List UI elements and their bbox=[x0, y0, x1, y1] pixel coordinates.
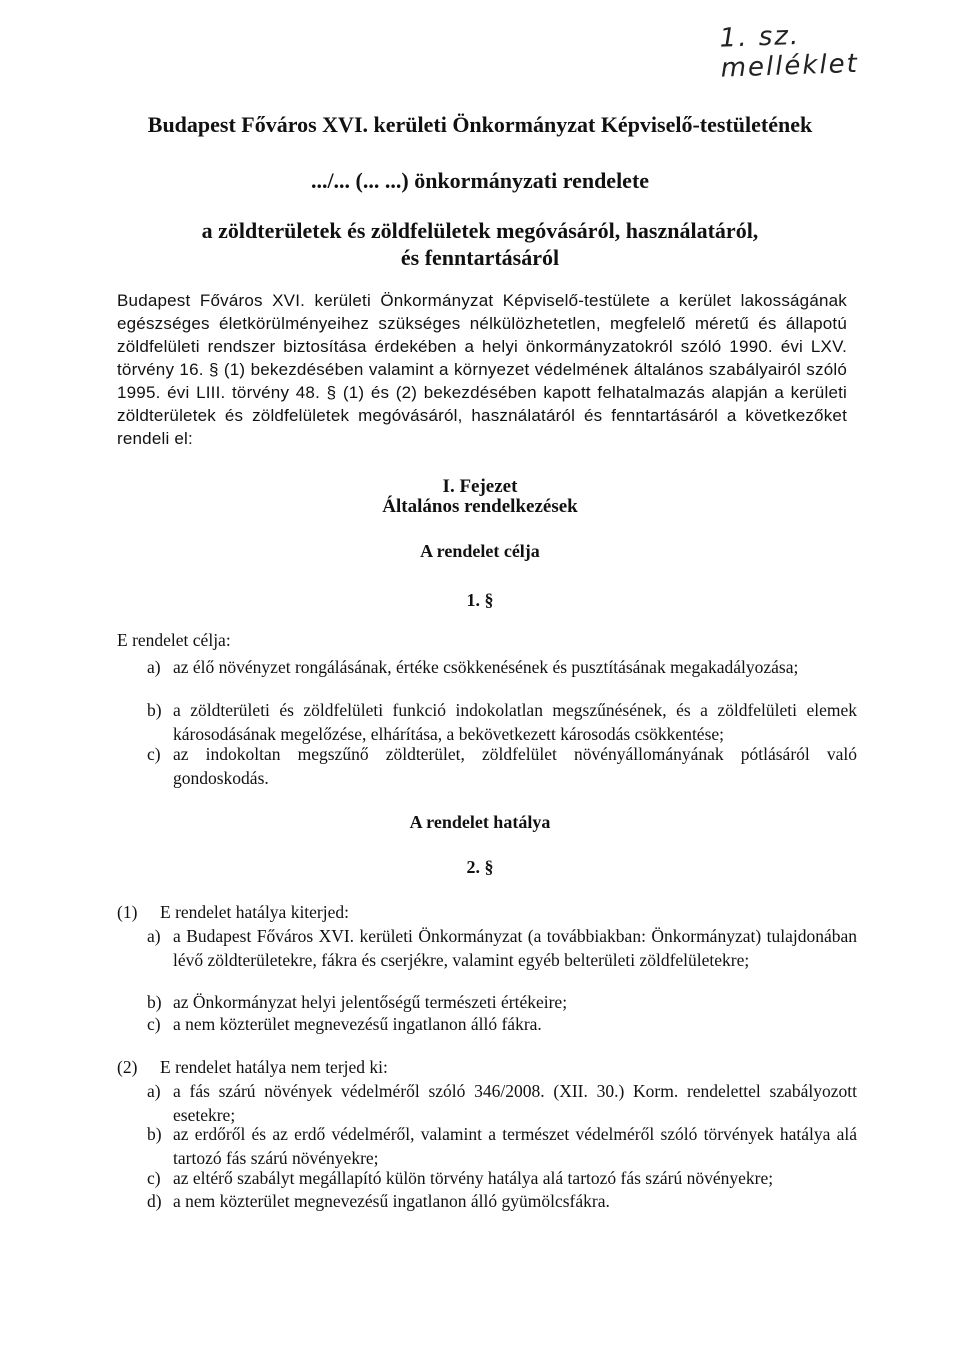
list-item: c) az indokoltan megszűnő zöldterület, zöldfelület növényállományának pótlásáról való gondoskodás. bbox=[147, 744, 857, 788]
section-1-heading: A rendelet célja bbox=[420, 541, 540, 561]
paragraph-number: (2) bbox=[117, 1057, 138, 1077]
list-item: a) az élő növényzet rongálásának, értéke csökkenésének és pusztításának megakadályozása; bbox=[147, 657, 799, 677]
list-item: b) az erdőről és az erdő védelméről, valamint a természet védelméről szóló törvények hatálya alá tartozó fás szárú növényekre; bbox=[147, 1124, 857, 1168]
chapter-number: I. Fejezet bbox=[442, 476, 518, 497]
handwritten-annex-note: 1. sz. melléklet bbox=[719, 20, 860, 84]
paragraph-2-intro: E rendelet hatálya nem terjed ki: bbox=[160, 1057, 388, 1077]
list-item: a) a Budapest Főváros XVI. kerületi Önkormányzat (a továbbiakban: Önkormányzat) tulajdonában lévő zöldterületekre, fákra és cserjékre, valamint egyéb belterületi zöldfelületekre; bbox=[147, 926, 857, 970]
paragraph-number: (1) bbox=[117, 902, 138, 922]
title-line-2: .../... (... ...) önkormányzati rendelete bbox=[310, 168, 650, 193]
list-item: b) a zöldterületi és zöldfelületi funkció indokolatlan megszűnésének, és a zöldfelületi elemek károsodásának megelőzése, elhárítása, a bekövetkezett károsodás csökkentése; bbox=[147, 700, 857, 744]
chapter-title: Általános rendelkezések bbox=[382, 496, 578, 517]
list-item: d) a nem közterület megnevezésű ingatlanon álló gyümölcsfákra. bbox=[147, 1191, 610, 1211]
preamble-paragraph: Budapest Főváros XVI. kerületi Önkormányzat Képviselő-testülete a kerület lakosságának egészséges életkörülményeihez szükséges nélkülözhetetlen, megfelelő méretű és állapotú zöldfelületi rendszer biztosítása érdekében a helyi önkormányzatokról szóló 1990. évi LXV. törvény 16. § (1) bekezdésében valamint a környezet védelmének általános szabályairól szóló 1995. évi LIII. törvény 48. § (1) és (2) bekezdésében kapott felhatalmazás alapján a kerületi zöldterületek és zöldfelületek megóvásáról, használatáról és fenntartásáról a következőket rendeli el: bbox=[117, 291, 847, 448]
list-item: b) az Önkormányzat helyi jelentőségű természeti értékeire; bbox=[147, 992, 568, 1012]
section-1-number: 1. § bbox=[466, 590, 494, 610]
paragraph-1-intro: E rendelet hatálya kiterjed: bbox=[160, 902, 350, 922]
section-1-intro: E rendelet célja: bbox=[117, 630, 231, 650]
title-line-4: és fenntartásáról bbox=[400, 245, 560, 270]
section-2-heading: A rendelet hatálya bbox=[409, 812, 551, 832]
section-2-number: 2. § bbox=[466, 857, 494, 877]
title-line-1: Budapest Főváros XVI. kerületi Önkormányzat Képviselő-testületének bbox=[147, 112, 813, 137]
list-item: c) az eltérő szabályt megállapító külön törvény hatálya alá tartozó fás szárú növényekre; bbox=[147, 1168, 774, 1188]
title-line-3: a zöldterületek és zöldfelületek megóvásáról, használatáról, bbox=[201, 218, 759, 243]
list-item: a) a fás szárú növények védelméről szóló 346/2008. (XII. 30.) Korm. rendelettel szabályozott esetekre; bbox=[147, 1081, 857, 1125]
list-item: c) a nem közterület megnevezésű ingatlanon álló fákra. bbox=[147, 1014, 542, 1034]
